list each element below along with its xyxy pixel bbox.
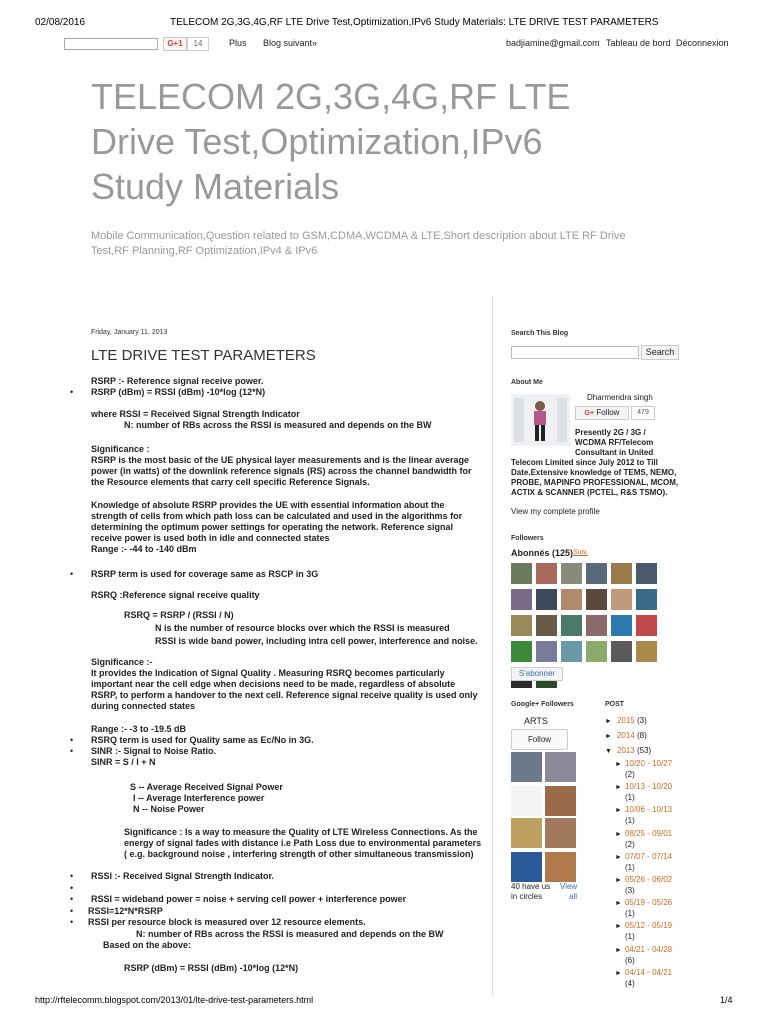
- bio-line: Telecom Limited since July 2012 to Till: [511, 458, 658, 467]
- post-line: receive power is used both in idle and connected states: [91, 533, 330, 543]
- archive-year-link[interactable]: 2015: [616, 716, 635, 725]
- post-line: during connected states: [91, 701, 196, 711]
- follower-avatar[interactable]: [511, 589, 532, 610]
- follower-avatar[interactable]: [586, 615, 607, 636]
- post-line: SINR = S / I + N: [91, 757, 156, 767]
- post-line: RSRQ = RSRP / (RSSI / N): [124, 610, 234, 620]
- profile-follow-button[interactable]: [575, 406, 629, 420]
- follower-avatar[interactable]: [511, 563, 532, 584]
- post-line: determining the optimum power settings for operating the network. Reference signal: [91, 522, 454, 532]
- plus-link[interactable]: Plus: [229, 38, 247, 48]
- bullet: •: [70, 883, 74, 893]
- gplus-follower-avatar[interactable]: [545, 852, 576, 882]
- bio-line: Consultant in United: [575, 448, 654, 457]
- in-circles-text: in circles: [511, 892, 543, 901]
- user-email: badjiamine@gmail.com: [506, 38, 600, 48]
- archive-toggle-icon[interactable]: ►: [615, 900, 622, 908]
- blog-title-line-1: TELECOM 2G,3G,4G,RF LTE: [91, 76, 571, 117]
- archive-toggle-icon[interactable]: ►: [615, 877, 622, 884]
- bio-line: WCDMA RF/Telecom: [575, 438, 654, 447]
- gplus-follower-avatar[interactable]: [511, 752, 542, 782]
- bio-line: ACTIX & SCANNER (PCTEL, R&S TSMO).: [511, 488, 668, 497]
- archive-toggle-icon[interactable]: ►: [615, 946, 622, 954]
- archive-week-count: (4): [625, 978, 635, 988]
- archive-week-link[interactable]: 08/25 - 09/01: [624, 828, 673, 838]
- profile-photo[interactable]: [511, 394, 570, 446]
- bio-line: Presently 2G / 3G /: [575, 428, 646, 437]
- subscribe-button[interactable]: S'abonner: [511, 667, 563, 681]
- print-date: 02/08/2016: [35, 17, 86, 28]
- post-line: RSRP is the most basic of the UE physical layer measurements and is the linear average: [91, 455, 469, 465]
- print-url: http://rftelecomm.blogspot.com/2013/01/lte-drive-test-parameters.html: [35, 995, 314, 1005]
- bullet: •: [70, 387, 74, 397]
- follower-avatar[interactable]: [536, 563, 557, 584]
- archive-week-link[interactable]: 10/06 - 10/13: [624, 805, 673, 815]
- gplus-follower-avatar[interactable]: [511, 852, 542, 882]
- archive-toggle-icon[interactable]: ►: [615, 761, 622, 768]
- follower-avatar[interactable]: [636, 563, 657, 584]
- follower-avatar[interactable]: [586, 589, 607, 610]
- post-line: RSRP term is used for coverage same as RSCP in 3G: [91, 569, 319, 579]
- logout-link[interactable]: Déconnexion: [676, 38, 729, 48]
- post-line: Range :- -44 to -140 dBm: [91, 544, 197, 554]
- view-all-link-2[interactable]: all: [569, 892, 578, 901]
- archive-toggle-icon[interactable]: ►: [615, 830, 622, 838]
- post-line: I -- Average Interference power: [133, 793, 265, 803]
- have-us-text: 40 have us: [511, 882, 551, 891]
- dashboard-link[interactable]: Tableau de bord: [606, 38, 671, 48]
- post-line: Knowledge of absolute RSRP provides the UE with essential information about the: [91, 500, 445, 510]
- archive-week-count: (1): [625, 862, 635, 872]
- archive-week[interactable]: [615, 759, 672, 780]
- follower-avatar[interactable]: [511, 615, 532, 636]
- followers-next-link[interactable]: Suiv.: [573, 549, 589, 556]
- follower-avatar[interactable]: [561, 563, 582, 584]
- search-heading: Search This Blog: [511, 330, 569, 337]
- bullet: •: [70, 569, 74, 579]
- archive-week-count: (1): [625, 793, 635, 803]
- archive-week-count: (2): [625, 770, 635, 779]
- blog-description-line-2: Test,RF Planning,RF Optimization,IPv4 & IPv6: [91, 245, 318, 257]
- post-line: RSRP, to perform a handover to the next cell. Reference signal receive quality is used only: [91, 690, 478, 700]
- gplus-button[interactable]: G+1: [163, 37, 187, 51]
- archive-week-count: (6): [625, 955, 635, 965]
- search-button[interactable]: Search: [641, 345, 679, 360]
- follower-avatar[interactable]: [636, 589, 657, 610]
- archive-year-count: (53): [636, 746, 652, 755]
- post-line: RSRP (dBm) = RSSI (dBm) -10*log (12*N): [124, 963, 299, 973]
- post-line: power (in watts) of the downlink reference signals (RS) across the channel bandwidth for: [91, 466, 472, 476]
- next-blog-link[interactable]: Blog suivant»: [263, 38, 318, 48]
- archive-week[interactable]: [615, 852, 672, 873]
- post-line: Significance : Is a way to measure the Quality of LTE Wireless Connections. As the: [124, 827, 478, 837]
- archive-week[interactable]: [615, 829, 672, 850]
- archive-week-count: (2): [625, 839, 635, 849]
- post-line: RSRP (dBm) = RSSI (dBm) -10*log (12*N): [91, 387, 266, 397]
- blog-description-line-1: Mobile Communication,Question related to GSM,CDMA,WCDMA & LTE,Short description about LTE RF Drive: [91, 230, 626, 242]
- archive-year[interactable]: [605, 731, 647, 742]
- follower-avatar[interactable]: [611, 641, 632, 662]
- post-line: N is the number of resource blocks over which the RSSI is measured: [155, 623, 450, 633]
- archive-week-count: (3): [625, 886, 635, 895]
- post-title[interactable]: LTE DRIVE TEST PARAMETERS: [91, 347, 316, 364]
- gplus-follower-avatar[interactable]: [511, 786, 542, 816]
- gplus-icon: G+: [584, 410, 595, 417]
- archive-week-link[interactable]: 05/19 - 05/26: [624, 898, 673, 908]
- archive-week-link[interactable]: 04/14 - 04/21: [624, 967, 673, 977]
- profile-name[interactable]: Dharmendra singh: [587, 393, 653, 402]
- blog-title-line-3: Study Materials: [91, 166, 340, 207]
- post-line: It provides the Indication of Signal Quality . Measuring RSRQ becomes particularly: [91, 668, 445, 678]
- archive-toggle-icon[interactable]: ►: [615, 807, 622, 815]
- bullet: •: [70, 917, 74, 927]
- archive-toggle-icon[interactable]: ►: [605, 718, 612, 725]
- bullet: •: [70, 735, 74, 745]
- gplus-follower-avatar[interactable]: [545, 818, 576, 848]
- post-line: where RSSI = Received Signal Strength Indicator: [91, 409, 300, 419]
- post-line: strength of cells from which path loss can be calculated and used in the algorithms for: [91, 511, 463, 521]
- archive-week[interactable]: [615, 875, 672, 896]
- abonnes-count: Abonnés (125): [511, 548, 574, 558]
- post-line: the Resource elements that carry cell specific Reference Signals.: [91, 477, 370, 487]
- post-date: Friday, January 11, 2013: [91, 329, 168, 336]
- archive-year-count: (8): [636, 731, 647, 740]
- blog-title[interactable]: [91, 74, 711, 209]
- archive-year-count: (3): [636, 716, 647, 725]
- blogger-navbar: [0, 34, 768, 54]
- follower-avatar[interactable]: [536, 615, 557, 636]
- gplus-follower-avatar[interactable]: [545, 752, 576, 782]
- gplus-followers-heading: Google+ Followers: [511, 701, 574, 708]
- post-line: Significance :: [91, 444, 150, 454]
- post-line: energy of signal fades with distance i.e Path Loss due to environmental parameters: [124, 838, 482, 848]
- follower-avatar[interactable]: [536, 589, 557, 610]
- post-line: N: number of RBs across the RSSI is measured and depends on the BW: [124, 420, 432, 430]
- archive-week[interactable]: [615, 898, 672, 919]
- archive-week-count: (1): [625, 816, 635, 826]
- archive-week-link[interactable]: 04/21 - 04/28: [624, 944, 673, 954]
- bullet: •: [70, 746, 74, 756]
- print-page-title: TELECOM 2G,3G,4G,RF LTE Drive Test,Optimization,IPv6 Study Materials: LTE DRIVE TEST PARAMETERS: [170, 17, 659, 28]
- view-profile-link[interactable]: View my complete profile: [511, 507, 600, 516]
- follower-avatar[interactable]: [561, 641, 582, 662]
- post-line: Significance :-: [91, 657, 153, 667]
- gplus-follower-avatar[interactable]: [511, 818, 542, 848]
- navbar-search-input[interactable]: [64, 38, 158, 50]
- archive-toggle-icon[interactable]: ►: [615, 853, 622, 861]
- post-line: RSRQ term is used for Quality same as Ec/No in 3G.: [91, 735, 314, 745]
- post-line: RSSI = wideband power = noise + serving cell power + interference power: [91, 894, 407, 904]
- archive-toggle-icon[interactable]: ▼: [605, 748, 612, 755]
- archive-week-link[interactable]: 05/12 - 05/19: [624, 921, 673, 931]
- gplus-follower-avatar[interactable]: [545, 786, 576, 816]
- gplus-follow-button[interactable]: Follow: [511, 729, 568, 750]
- archive-week-link[interactable]: 05/26 - 06/02: [624, 875, 673, 884]
- archive-toggle-icon[interactable]: ►: [615, 784, 622, 792]
- archive-week[interactable]: [615, 782, 672, 803]
- post-line: important near the cell edge when decisions need to be made, regardless of absolute: [91, 679, 456, 689]
- post-line: ( e.g. background noise , interfering strength of other simultaneous transmission): [124, 849, 474, 859]
- post-line: RSRQ :Reference signal receive quality: [91, 590, 260, 600]
- follower-avatar[interactable]: [536, 641, 557, 662]
- about-heading: About Me: [511, 379, 543, 386]
- post-line: SINR :- Signal to Noise Ratio.: [91, 746, 217, 756]
- post-line: N -- Noise Power: [133, 804, 205, 814]
- follower-avatar[interactable]: [586, 563, 607, 584]
- column-divider: [492, 296, 493, 996]
- follower-count: 479: [631, 406, 655, 420]
- archive-year[interactable]: [605, 746, 651, 757]
- archive-week-link[interactable]: 07/07 - 07/14: [624, 851, 673, 861]
- profile-follow-label: Follow: [596, 408, 620, 417]
- archive-toggle-icon[interactable]: ►: [615, 969, 622, 977]
- follower-avatar[interactable]: [611, 615, 632, 636]
- sidebar-search-input[interactable]: [511, 346, 639, 359]
- bullet: •: [70, 871, 74, 881]
- archive-week[interactable]: [615, 945, 672, 966]
- bio-line: PROBE, MAPINFO PROFESSIONAL, MCOM,: [511, 478, 679, 487]
- archive-week-count: (1): [625, 932, 635, 942]
- follower-avatar[interactable]: [636, 615, 657, 636]
- follower-avatar[interactable]: [561, 615, 582, 636]
- follower-avatar[interactable]: [636, 641, 657, 662]
- bullet: •: [70, 906, 74, 916]
- archive-toggle-icon[interactable]: ►: [605, 733, 612, 740]
- blog-title-line-2: Drive Test,Optimization,IPv6: [91, 121, 543, 162]
- post-line: RSRP :- Reference signal receive power.: [91, 376, 264, 386]
- follower-avatar[interactable]: [586, 641, 607, 662]
- follower-avatar[interactable]: [561, 589, 582, 610]
- follower-avatar[interactable]: [611, 589, 632, 610]
- blog-description: [91, 229, 651, 259]
- bio-line: Date.Extensive knowledge of TEMS, NEMO,: [511, 468, 677, 477]
- print-page-number: 1/4: [720, 995, 733, 1005]
- post-line: Range :- -3 to -19.5 dB: [91, 724, 187, 734]
- archive-week-link[interactable]: 10/13 - 10/20: [624, 782, 673, 792]
- post-line: RSSI=12*N*RSRP: [88, 906, 163, 916]
- archive-week-count: (1): [625, 909, 635, 919]
- followers-heading: Followers: [511, 535, 544, 542]
- follower-avatar[interactable]: [511, 641, 532, 662]
- archive-week[interactable]: [615, 968, 672, 989]
- bullet: •: [70, 894, 74, 904]
- gplus-page-name[interactable]: ARTS: [524, 716, 548, 726]
- post-line: RSSI per resource block is measured over 12 resource elements.: [88, 917, 366, 927]
- post-line: RSSI :- Received Signal Strength Indicator.: [91, 871, 275, 881]
- post-line: N: number of RBs across the RSSI is measured and depends on the BW: [136, 929, 444, 939]
- follower-avatar[interactable]: [611, 563, 632, 584]
- archive-year-link[interactable]: 2013: [616, 746, 635, 755]
- post-line: Based on the above:: [103, 940, 192, 950]
- view-all-link-1[interactable]: View: [560, 882, 578, 891]
- archive-heading: POST: [605, 701, 625, 708]
- archive-toggle-icon[interactable]: ►: [615, 923, 622, 931]
- archive-week[interactable]: [615, 805, 672, 826]
- post-line: S -- Average Received Signal Power: [130, 782, 283, 792]
- archive-week-link[interactable]: 10/20 - 10/27: [624, 759, 673, 768]
- archive-week[interactable]: [615, 921, 672, 942]
- archive-year[interactable]: [605, 716, 647, 727]
- gplus-count: 14: [187, 37, 209, 51]
- post-line: RSSI is wide band power, including intra cell power, interference and noise.: [155, 636, 478, 646]
- archive-year-link[interactable]: 2014: [616, 731, 635, 740]
